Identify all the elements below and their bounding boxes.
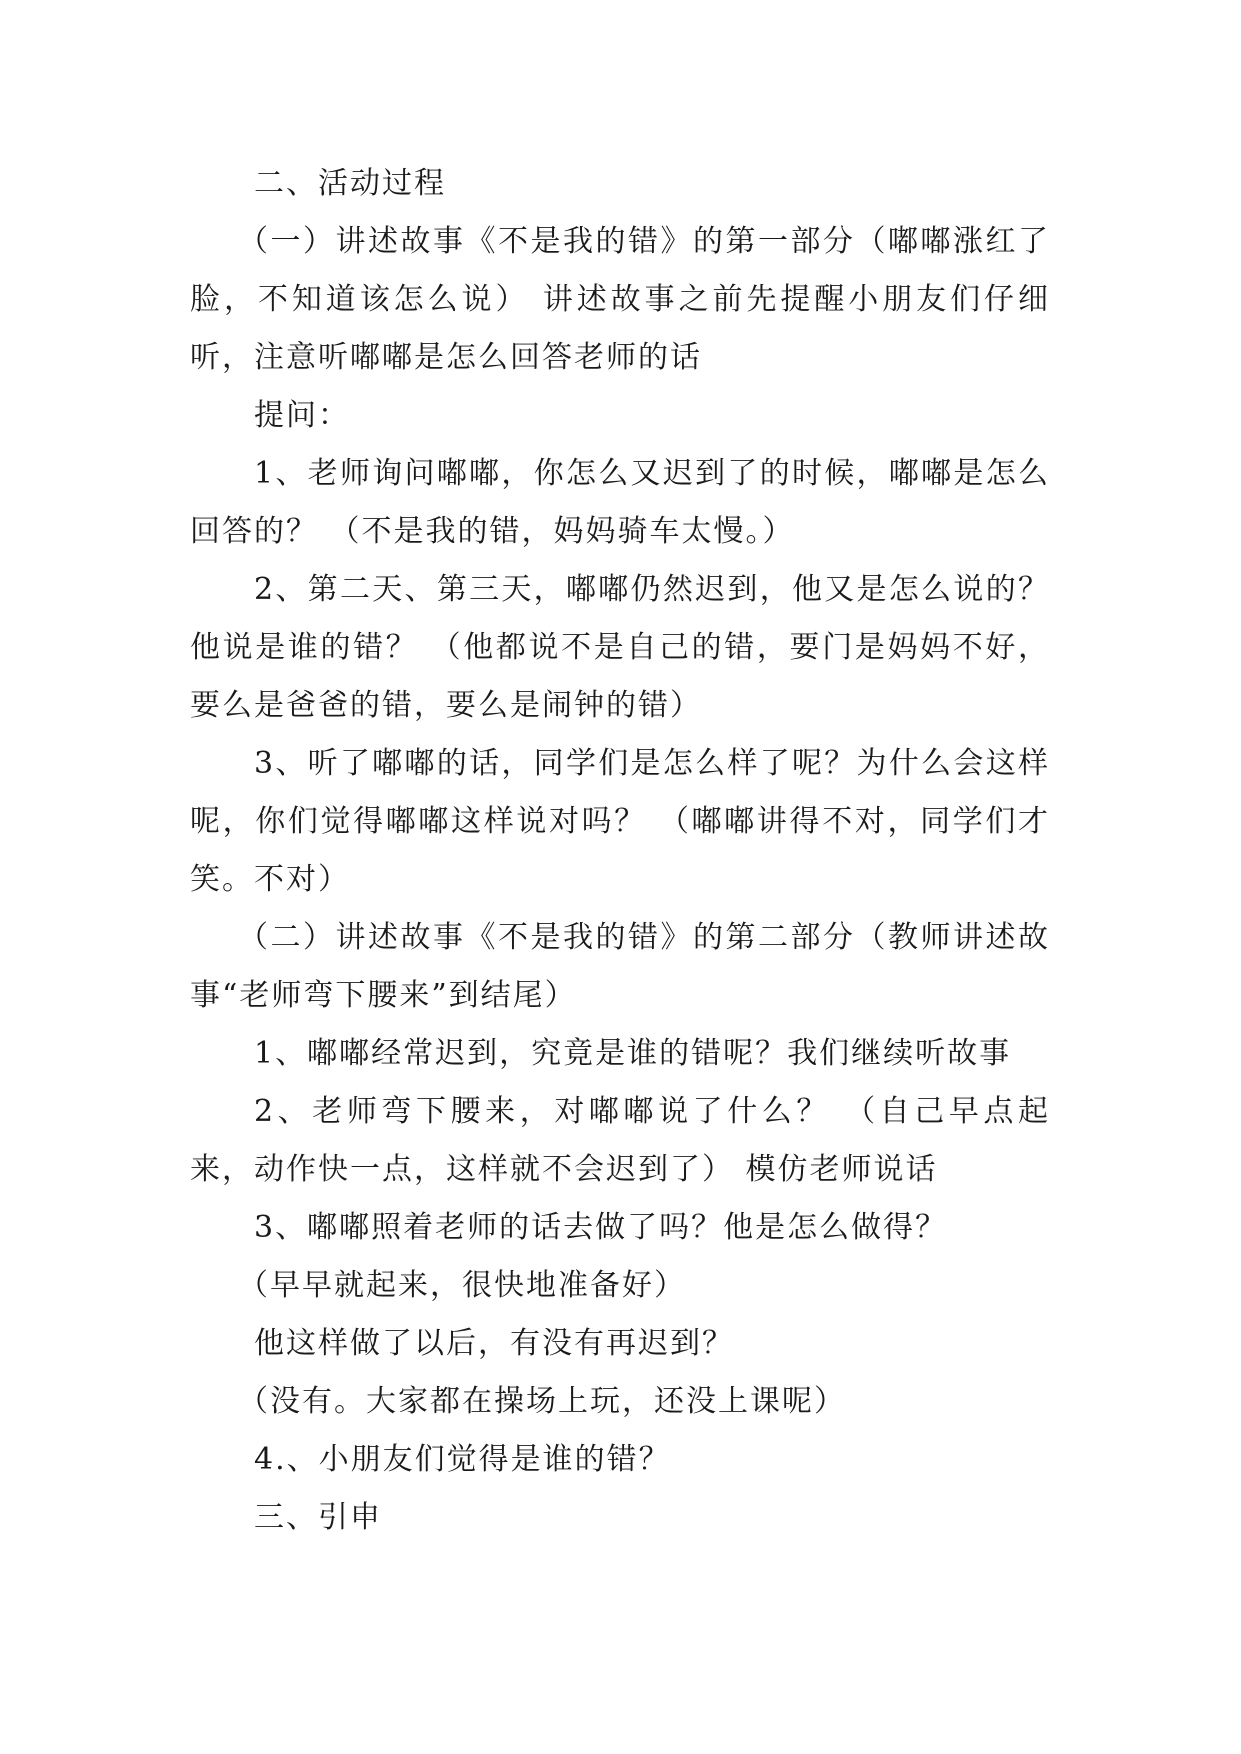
paragraph-part-one: （一）讲述故事《不是我的错》的第一部分（嘟嘟涨红了脸，不知道该怎么说） 讲述故事之前先提醒小朋友们仔细听，注意听嘟嘟是怎么回答老师的话	[190, 224, 1050, 375]
paragraph-item-2: 2、老师弯下腰来，对嘟嘟说了什么？ （自己早点起来，动作快一点，这样就不会迟到了） 模仿老师说话	[190, 1094, 1050, 1187]
paragraph-part-two: （二）讲述故事《不是我的错》的第二部分（教师讲述故事“老师弯下腰来”到结尾）	[190, 920, 1050, 1013]
section-heading-extension: 三、引申	[254, 1500, 382, 1535]
paragraph-item-3-answer: （早早就起来，很快地准备好）	[238, 1268, 686, 1303]
paragraph-item-1: 1、嘟嘟经常迟到，究竟是谁的错呢？我们继续听故事	[254, 1036, 1012, 1071]
document-page	[190, 155, 1050, 1547]
paragraph-item-4: 4.、小朋友们觉得是谁的错？	[254, 1442, 671, 1477]
paragraph-question-label: 提问：	[254, 398, 350, 433]
paragraph-followup-answer: （没有。大家都在操场上玩，还没上课呢）	[238, 1384, 846, 1419]
paragraph-question-2: 2、第二天、第三天，嘟嘟仍然迟到，他又是怎么说的？他说是谁的错？ （他都说不是自己的错，要门是妈妈不好，要么是爸爸的错，要么是闹钟的错）	[190, 572, 1050, 723]
paragraph-item-3: 3、嘟嘟照着老师的话去做了吗？他是怎么做得？	[254, 1210, 948, 1245]
paragraph-followup-question: 他这样做了以后，有没有再迟到？	[254, 1326, 734, 1361]
paragraph-question-1: 1、老师询问嘟嘟，你怎么又迟到了的时候，嘟嘟是怎么回答的？ （不是我的错，妈妈骑车太慢。）	[190, 456, 1050, 549]
section-heading-activity-process: 二、活动过程	[254, 166, 446, 201]
paragraph-question-3: 3、听了嘟嘟的话，同学们是怎么样了呢？为什么会这样呢，你们觉得嘟嘟这样说对吗？ （嘟嘟讲得不对，同学们才笑。不对）	[190, 746, 1050, 897]
